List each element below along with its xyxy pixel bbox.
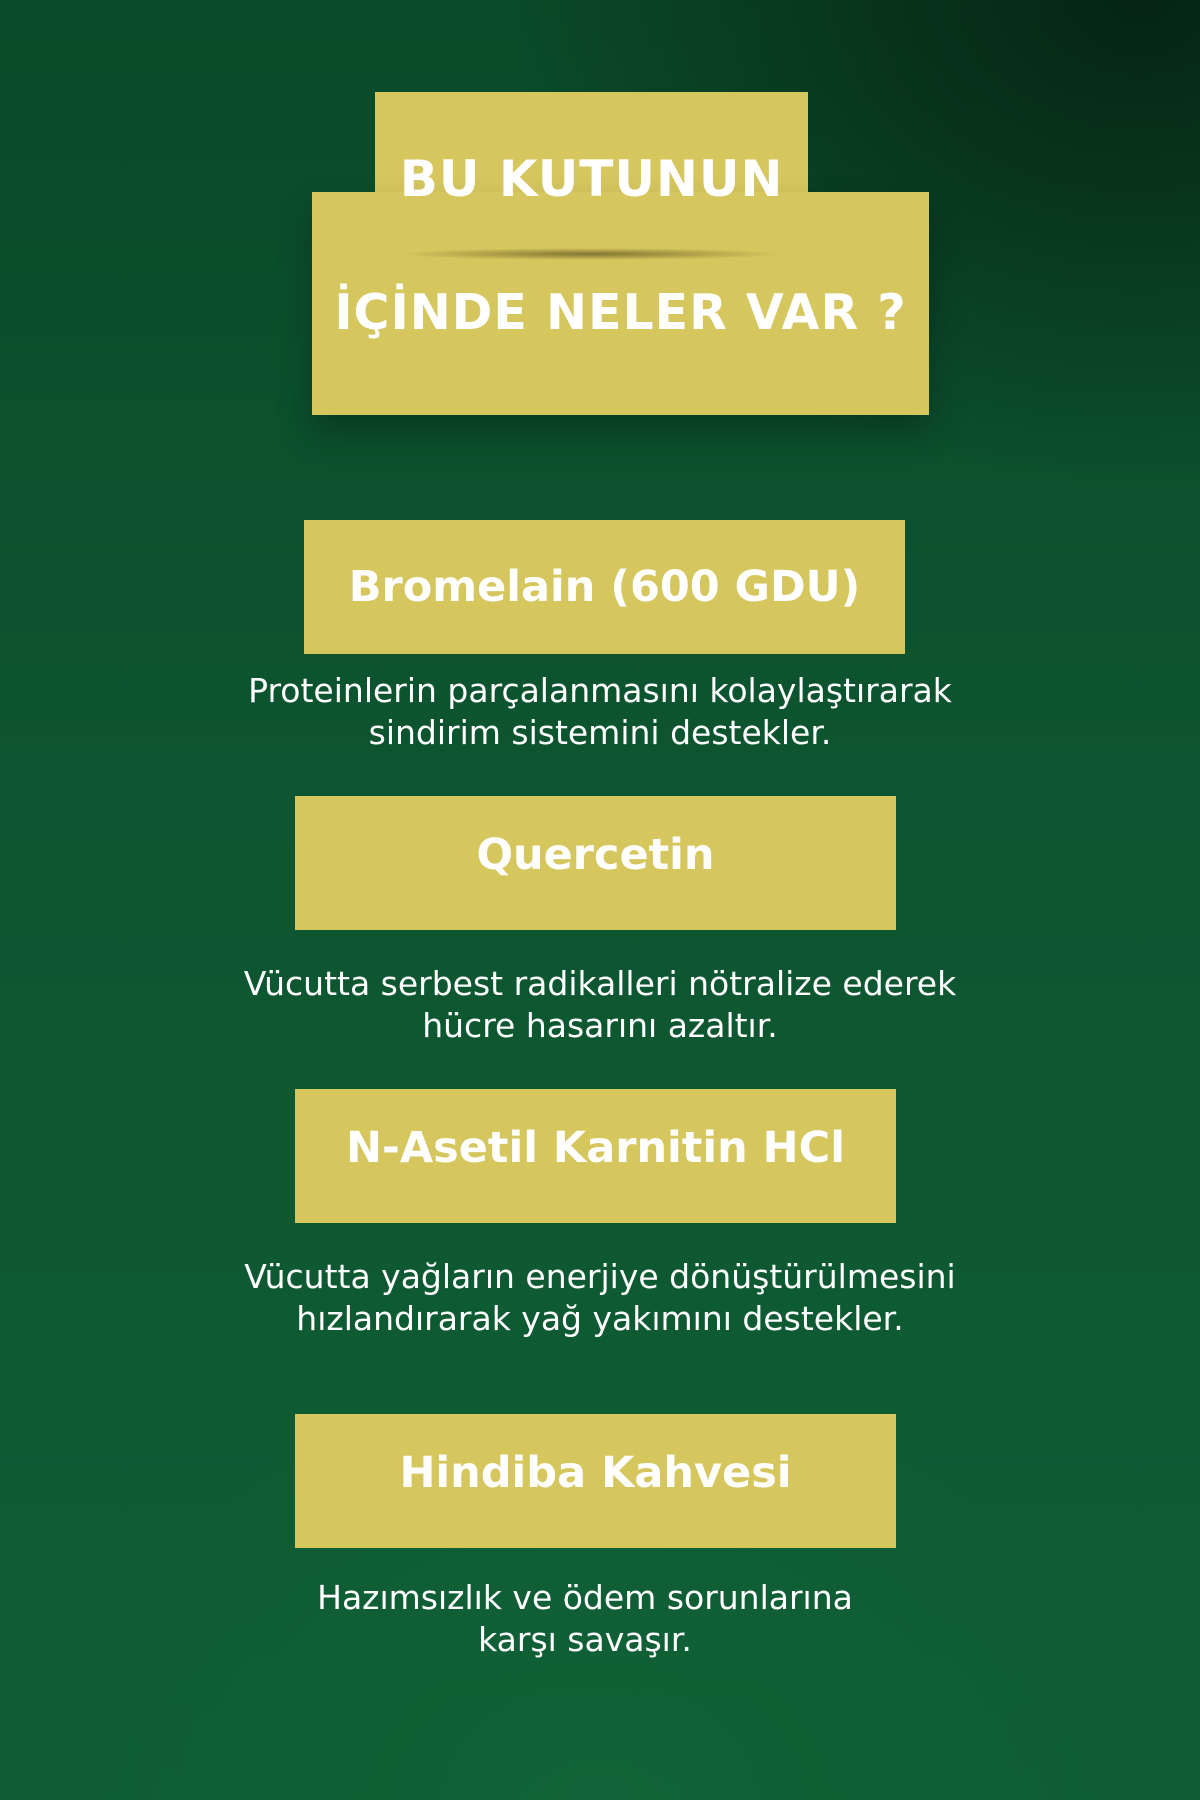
- description-line: Vücutta yağların enerjiye dönüştürülmesini: [244, 1257, 956, 1296]
- ingredient-description-quercetin: [200, 963, 1000, 1047]
- ingredient-label-hindiba-kahvesi: Hindiba Kahvesi: [295, 1414, 896, 1548]
- description-line: sindirim sistemini destekler.: [368, 713, 832, 752]
- ingredient-description-bromelain: [200, 670, 1000, 754]
- ingredient-description-n-asetil-karnitin: [200, 1256, 1000, 1340]
- description-line: Hazımsızlık ve ödem sorunlarına: [317, 1578, 853, 1617]
- description-line: karşı savaşır.: [478, 1620, 692, 1659]
- ingredient-label-bromelain: Bromelain (600 GDU): [304, 520, 905, 654]
- ingredient-description-hindiba-kahvesi: [185, 1577, 985, 1661]
- ingredient-label-quercetin: Quercetin: [295, 796, 896, 930]
- description-line: hızlandırarak yağ yakımını destekler.: [296, 1299, 904, 1338]
- title-divider: [400, 246, 780, 262]
- description-line: Proteinlerin parçalanmasını kolaylaştırarak: [248, 671, 952, 710]
- ingredient-label-n-asetil-karnitin: N-Asetil Karnitin HCl: [295, 1089, 896, 1223]
- description-line: Vücutta serbest radikalleri nötralize ederek: [243, 964, 957, 1003]
- title-line-2: İÇİNDE NELER VAR ?: [334, 283, 907, 341]
- description-line: hücre hasarını azaltır.: [422, 1006, 778, 1045]
- title-line-1: BU KUTUNUN: [399, 150, 784, 208]
